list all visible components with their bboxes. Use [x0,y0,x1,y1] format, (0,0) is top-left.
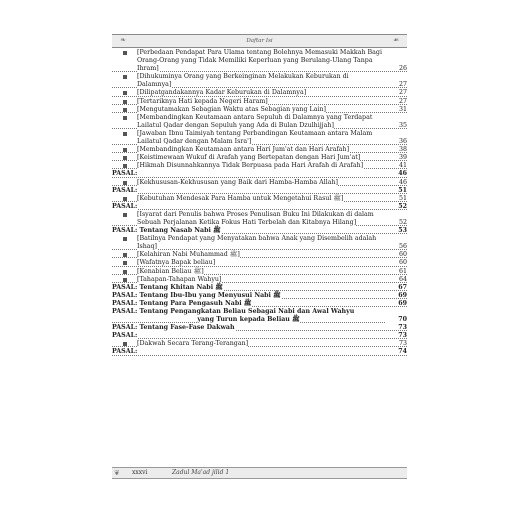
footer-band [112,467,407,479]
toc-section-title: PASAL: Tentang Nasab Nabi ﷺ [112,227,221,235]
toc-page-number: 46 [398,170,407,178]
toc-entry [112,268,407,276]
toc-entry [112,106,407,114]
toc-page-number: 61 [398,267,407,275]
leader-dots [112,209,407,210]
toc-entry [112,340,407,348]
ornament-right-icon: ☙ [392,36,400,44]
toc-page-number: 73 [398,324,407,332]
toc-entry-title: [Batilnya Pendapat yang Menyatakan bahwa Anak yang Disembelih adalah Ishaq] [137,235,377,251]
toc-page-number: 39 [398,154,407,162]
toc-page-number: 27 [398,97,407,105]
toc-page-number: 41 [398,162,407,170]
toc-section-title-cont: yang Turun kepada Beliau ﷺ [197,316,300,324]
table-of-contents [112,49,407,357]
toc-section-title: PASAL: Tentang Fase-Fase Dakwah [112,324,235,332]
toc-section [112,170,407,178]
toc-entry [112,114,407,130]
toc-page-number: 51 [398,186,407,194]
toc-entry [112,49,407,73]
toc-page-number: 53 [398,227,407,235]
toc-entry [112,276,407,284]
toc-page-number: 69 [398,299,407,307]
toc-page-number: 73 [398,340,407,348]
toc-entry-title: [Dakwah Secara Terang-Terangan] [137,340,249,348]
toc-section-title: PASAL: Tentang Pengangkatan Beliau Sebagai Nabi dan Awal Wahyu [112,308,385,316]
toc-entry-title: [Kebutuhan Mendesak Para Hamba untuk Mengetahui Rasul ﷺ] [137,194,344,202]
toc-entry-title: [Kenabian Beliau ﷺ] [137,267,204,275]
toc-entry-title: [Wafatnya Bapak beliau] [137,259,216,267]
toc-page-number: 27 [398,81,407,89]
toc-page-number: 27 [398,89,407,97]
toc-entry-title: [Dilipatgandakannya Kadar Keburukan di Dalamnya] [137,89,307,97]
toc-section-title: PASAL: [112,202,138,210]
toc-entry [112,146,407,154]
toc-page-number: 38 [398,146,407,154]
toc-section-title: PASAL: [112,348,138,356]
toc-entry-title: [Jawaban Ibnu Taimiyah tentang Perbandingan Keutamaan antara Malam Lailatul Qadar dengan Malam Isra'] [137,129,373,146]
toc-section [112,227,407,235]
bullet-icon [123,132,127,136]
toc-section-title: PASAL: [112,332,138,340]
toc-page-number: 35 [398,121,407,129]
toc-section-title: PASAL: Tentang Para Pengasuh Nabi ﷺ [112,299,252,307]
toc-page-number: 26 [398,65,407,73]
toc-page-number: 51 [398,194,407,202]
toc-entry-title: [Membandingkan Keutamaan antara Hari Jum'at dan Hari Arafah] [137,146,350,154]
toc-page-number: 31 [398,105,407,113]
toc-entry-title: [Hikmah Disunnahkannya Tidak Berpuasa pada Hari Arafah di Arafah] [137,162,364,170]
toc-entry [112,89,407,97]
toc-page-number: 74 [398,348,407,356]
toc-entry [112,259,407,267]
toc-entry-title: [Tertariknya Hati kepada Negeri Haram] [137,97,268,105]
toc-entry [112,98,407,106]
toc-entry-title: [Tahapan-Tahapan Wahyu] [137,275,222,283]
toc-page-number: 64 [398,275,407,283]
toc-entry [112,162,407,170]
bullet-icon [123,237,127,241]
toc-page-number: 60 [398,251,407,259]
toc-section [112,308,407,324]
toc-page-number: 73 [398,332,407,340]
toc-section-title: PASAL: [112,186,138,194]
toc-page-number: 52 [398,218,407,226]
footer-book-title: Zadul Ma'ad jilid 1 [172,469,230,476]
toc-page-number: 56 [398,243,407,251]
header-title: Daftar Isi [246,38,273,44]
bullet-icon [123,213,127,217]
toc-section-title: PASAL: Tentang Ibu-Ibu yang Menyusui Nabi ﷺ [112,291,281,299]
toc-entry-title: [Perbedaan Pendapat Para Ulama tentang Bolehnya Memasuki Makkah Bagi Orang-Orang yang Tidak Memiliki Keperluan yang Berulang-Ulang Tanpa Ihram] [137,49,382,73]
header-band [112,34,407,48]
toc-page-number: 69 [398,291,407,299]
toc-page-number: 46 [398,178,407,186]
footer-ornament-icon: ❦ [114,469,120,477]
toc-entry [112,73,407,89]
toc-entry [112,179,407,187]
toc-page-number: 52 [398,202,407,210]
toc-page-number: 70 [398,316,407,324]
toc-page-number: 60 [398,259,407,267]
toc-section-title: PASAL: [112,170,138,178]
toc-section [112,324,407,332]
footer-page-number: xxxvi [132,469,148,476]
toc-entry [112,130,407,146]
toc-section-title: PASAL: Tentang Khitan Nabi ﷺ [112,283,223,291]
leader-dots [112,177,407,178]
toc-section [112,284,407,292]
leader-dots [112,193,407,194]
toc-entry-title: [Keistimewaan Wukuf di Arafah yang Bertepatan dengan Hari Jum'at] [137,154,361,162]
bullet-icon [123,51,127,55]
bullet-icon [123,75,127,79]
toc-section [112,203,407,211]
toc-section [112,187,407,195]
toc-section [112,292,407,300]
toc-page-number: 36 [398,138,407,146]
bullet-icon [123,116,127,120]
ornament-left-icon: ❧ [120,36,126,44]
toc-entry [112,235,407,251]
toc-page-number: 67 [398,283,407,291]
toc-entry-title: [Mengutamakan Sebagian Waktu atas Sebagian yang Lain] [137,105,326,113]
toc-entry-title: [Isyarat dari Penulis bahwa Proses Penulisan Buku Ini Dilakukan di dalam Sebuah Perjalanan Ketika Fokus Hati Terbelah dan Kitabnya Hilang] [137,210,374,226]
toc-entry-title: [Membandingkan Keutamaan antara Sepuluh di Dalamnya yang Terdapat Lailatul Qadar dengan Sepuluh yang Ada di Bulan Dzulhijjah] [137,113,373,129]
toc-entry-title: [Kelahiran Nabi Muhammad ﷺ] [137,251,240,259]
toc-entry-title: [Dihukuminya Orang yang Berkeinginan Melakukan Keburukan di Dalamnya] [137,73,349,89]
leader-dots [112,355,407,356]
toc-section [112,348,407,356]
toc-entry [112,211,407,227]
toc-entry [112,195,407,203]
toc-entry-title: [Kekhususan-Kekhususan yang Baik dari Hamba-Hamba Allah] [137,178,339,186]
toc-section [112,300,407,308]
